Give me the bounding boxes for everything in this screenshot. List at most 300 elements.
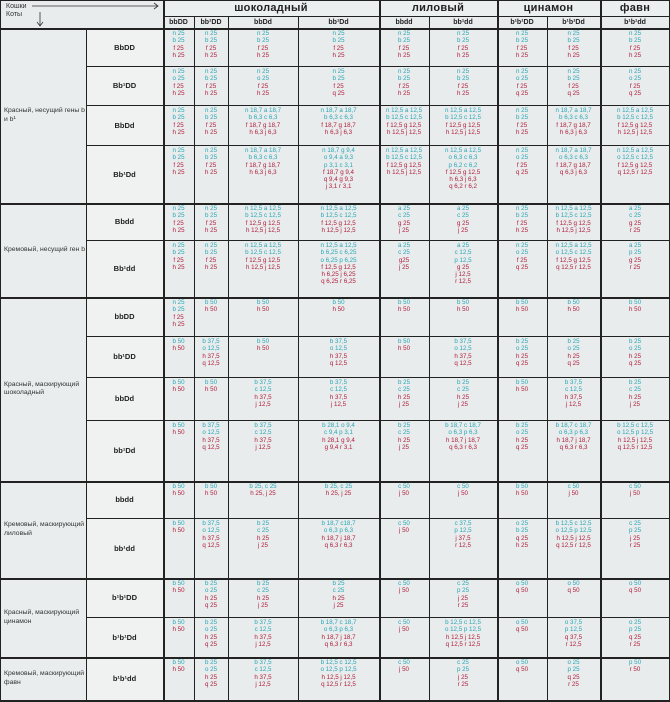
cell-value: b 25 (456, 379, 470, 386)
table-cell (228, 578, 298, 617)
cell-value: q 50 (515, 626, 529, 634)
cell-value: n 25 (567, 30, 580, 37)
cell-value: n 25 (628, 30, 642, 37)
table-cell (163, 657, 194, 700)
cell-value: f 25 (516, 121, 528, 129)
column-header: b¹b¹dd (624, 18, 646, 26)
table-cell (194, 66, 228, 105)
cell-value: b 50 (256, 338, 270, 345)
table-cell (547, 617, 600, 657)
cell-value: h 6,3 j 6,3 (559, 128, 588, 136)
grid-line (0, 297, 670, 299)
cell-value: h 25 (515, 226, 529, 234)
cell-value: c 25 (332, 587, 345, 595)
table-cell (547, 336, 600, 377)
male-group-label: Красный, несущий гены b и b¹ (0, 28, 86, 203)
table-cell (547, 105, 600, 145)
cell-value: g 25 (456, 219, 470, 227)
cell-value: h 25 (456, 393, 470, 401)
cell-value: h 37,5 (202, 352, 220, 360)
cell-value: h 50 (256, 306, 270, 314)
cell-value: f 12,5 g 12,5 (321, 263, 356, 271)
cell-value: b 12,5 c 12,5 (245, 212, 281, 220)
table-cell (379, 578, 429, 617)
grid-line (163, 16, 670, 17)
cell-value: b 50 (256, 299, 270, 306)
cell-value: f 25 (257, 82, 269, 90)
cell-value: b 50 (172, 483, 185, 490)
cell-value: h 50 (628, 306, 642, 314)
cell-value: b 37,5 (202, 520, 220, 527)
cell-value: b 37,5 (254, 619, 272, 626)
table-cell (600, 518, 670, 578)
cell-value: n 25 (628, 68, 642, 75)
table-cell (429, 617, 497, 657)
cell-value: n 25 (456, 30, 470, 37)
cell-value: f 25 (516, 256, 528, 264)
cell-value: n 12,5 a 12,5 (555, 242, 592, 249)
cell-value: r 25 (457, 680, 469, 688)
cell-value: f 25 (173, 121, 184, 129)
cell-value: n 25 (204, 147, 218, 154)
cell-value: n 12,5 a 12,5 (444, 107, 482, 114)
cell-value: c 25 (398, 212, 410, 220)
cell-value: h 25 (332, 594, 345, 602)
cell-value: h 6,25 j 6,25 (321, 271, 356, 278)
cell-value: o 12,5 p 12,5 (444, 626, 482, 634)
cell-value: h 6,3 j 6,3 (449, 176, 477, 183)
table-cell (600, 420, 670, 481)
cell-value: q 25 (628, 359, 642, 367)
table-cell (497, 297, 547, 336)
cell-value: h 25 (172, 320, 185, 328)
cell-value: b 50 (515, 379, 529, 386)
cell-value: q 25 (332, 89, 345, 97)
cell-value: q 50 (628, 587, 642, 595)
cell-value: j 25 (399, 263, 409, 271)
cell-value: j 25 (630, 400, 640, 408)
male-group-label: Кремовый, несущий ген b (0, 203, 86, 297)
table-cell (194, 240, 228, 297)
cell-value: h 12,5 j 12,5 (445, 128, 481, 136)
table-cell (600, 578, 670, 617)
row-genotype-label: Bb¹Dd (86, 145, 163, 203)
cell-value: h 50 (172, 527, 185, 535)
grid-line (0, 0, 1, 702)
table-cell (429, 28, 497, 66)
cell-value: j 12,5 (255, 443, 271, 451)
cell-value: n 25 (397, 30, 411, 37)
cell-value: n 25 (172, 107, 185, 114)
cell-value: h 12,5 j 12,5 (556, 534, 591, 542)
cell-value: b 37,5 (202, 338, 220, 345)
cell-value: n 25 (332, 68, 345, 75)
cell-value: o 25 (628, 619, 642, 626)
cell-value: c 25 (398, 429, 410, 437)
cell-value: q 50 (515, 587, 529, 595)
cell-value: o 6,3 p 6,3 (323, 626, 354, 634)
cell-value: o 50 (515, 659, 529, 666)
cell-value: p 50 (628, 659, 642, 666)
cell-value: f 12,5 g 12,5 (321, 219, 356, 227)
cell-value: f 12,5 g 12,5 (386, 121, 422, 129)
cell-value: b 25 (204, 37, 218, 45)
cell-value: q 12,5 (202, 359, 220, 367)
cell-value: q 25 (628, 633, 642, 641)
table-cell (379, 240, 429, 297)
cell-value: r 25 (629, 226, 641, 234)
cell-value: b 25 (628, 338, 642, 345)
cell-value: b 25 (515, 114, 529, 122)
grid-line (429, 16, 430, 702)
table-cell (429, 481, 497, 518)
cell-value: b 12,5 c 12,5 (386, 114, 422, 122)
cell-value: c 50 (398, 483, 410, 490)
cell-value: h 25 (515, 541, 529, 549)
cell-value: o 12,5 (202, 527, 220, 535)
cell-value: c 25 (457, 386, 469, 394)
table-cell (429, 240, 497, 297)
cell-value: q 25 (567, 359, 580, 367)
table-cell (379, 377, 429, 420)
cell-value: h 37,5 (202, 534, 220, 542)
cell-value: j 50 (399, 666, 409, 674)
cell-value: n 25 (204, 242, 218, 249)
column-header: bbDd (254, 18, 272, 26)
cell-value: f 25 (205, 256, 217, 264)
cell-value: n 25 (256, 30, 270, 37)
grid-line (298, 16, 299, 702)
table-cell (163, 28, 194, 66)
cell-value: h 50 (172, 626, 185, 634)
cell-value: f 25 (173, 219, 184, 227)
row-genotype-label: Bbdd (86, 203, 163, 240)
cell-value: j 25 (258, 541, 268, 549)
table-cell (228, 203, 298, 240)
table-cell (429, 66, 497, 105)
cell-value: b 50 (172, 379, 185, 386)
table-cell (379, 420, 429, 481)
cell-value: f 25 (205, 219, 217, 227)
table-cell (547, 28, 600, 66)
cell-value: b 25 (567, 338, 580, 345)
grid-line (0, 0, 670, 1)
table-cell (194, 481, 228, 518)
cell-value: h 12,5 j 12,5 (617, 128, 653, 136)
cell-value: f 25 (205, 121, 217, 129)
table-cell (547, 420, 600, 481)
cell-value: n 25 (204, 68, 218, 75)
cell-value: p 25 (628, 249, 642, 257)
table-cell (194, 203, 228, 240)
group-header-1: лиловый (379, 0, 497, 16)
table-cell (547, 203, 600, 240)
table-cell (228, 420, 298, 481)
grid-line (86, 240, 670, 241)
column-header: bb¹Dd (328, 18, 349, 26)
table-cell (298, 518, 379, 578)
cell-value: h 50 (204, 490, 218, 498)
cell-value: r 25 (629, 263, 641, 271)
table-cell (600, 297, 670, 336)
table-cell (547, 66, 600, 105)
cell-value: f 18,7 g 9,4 (323, 168, 354, 176)
cell-value: o 6,3 p 6,3 (558, 429, 589, 437)
table-cell (379, 105, 429, 145)
cell-value: n 25 (515, 30, 529, 37)
cell-value: j 50 (399, 527, 409, 535)
cell-value: q 6,2 r 6,2 (449, 183, 477, 191)
table-cell (497, 66, 547, 105)
cell-value: b 25 (204, 619, 218, 626)
cell-value: j 25 (458, 226, 468, 234)
cell-value: o 12,5 p 12,5 (616, 429, 654, 437)
cell-value: b 18,7 c 18,7 (320, 619, 357, 626)
row-genotype-label: bbDD (86, 297, 163, 336)
cell-value: h 25 (256, 594, 270, 602)
cell-value: f 25 (568, 82, 579, 90)
table-cell (600, 481, 670, 518)
table-cell (547, 297, 600, 336)
cell-value: h 50 (397, 306, 411, 314)
table-cell (600, 28, 670, 66)
cell-value: h 25 (204, 128, 218, 136)
cell-value: q 6,25 r 6,25 (321, 278, 356, 286)
table-cell (497, 617, 547, 657)
table-cell (379, 481, 429, 518)
cell-value: q 25 (515, 168, 529, 176)
table-cell (600, 240, 670, 297)
cell-value: b 50 (204, 379, 218, 386)
cell-value: b 25 (515, 527, 529, 535)
row-genotype-label: b¹b¹Dd (86, 617, 163, 657)
cell-value: b 25 (204, 154, 218, 162)
cell-value: b 25 (204, 114, 218, 122)
cell-value: h 25 (204, 89, 218, 97)
cell-value: f 12,5 g 12,5 (445, 121, 481, 129)
cell-value: c 25 (629, 386, 641, 394)
column-header: bb¹DD (200, 18, 222, 26)
cell-value: h 12,5 j 12,5 (321, 226, 356, 234)
cell-value: n 25 (172, 299, 185, 306)
cell-value: q 37,5 (564, 633, 583, 641)
cell-value: q 25 (204, 601, 218, 609)
table-cell (379, 203, 429, 240)
table-cell (429, 518, 497, 578)
cell-value: o 50 (567, 580, 580, 587)
cell-value: a 25 (397, 205, 411, 212)
cell-value: q 12,5 r 12,5 (321, 680, 356, 688)
cell-value: h 18,7 j 18,7 (556, 436, 591, 444)
cell-value: b 25 (204, 75, 218, 83)
cell-value: c 25 (629, 520, 641, 527)
cell-value: h 25 (397, 436, 411, 444)
cell-value: q 6,3 r 6,3 (324, 541, 353, 549)
table-cell (298, 240, 379, 297)
cell-value: o 25 (515, 520, 529, 527)
cell-value: r 25 (568, 680, 579, 688)
cell-value: c 50 (567, 483, 580, 490)
cell-value: o 25 (567, 659, 580, 666)
cell-value: b 50 (515, 483, 529, 490)
cell-value: j 50 (399, 490, 409, 498)
cell-value: h 25 (172, 168, 185, 176)
cell-value: j 3,1 r 3,1 (325, 183, 352, 191)
cell-value: b 37,5 (329, 379, 348, 386)
cell-value: h 50 (515, 386, 529, 394)
cell-value: h 50 (172, 429, 185, 437)
cell-value: n 12,5 a 12,5 (385, 147, 423, 154)
grid-line (86, 105, 670, 106)
cell-value: j 50 (458, 490, 468, 498)
cell-value: j 25 (399, 443, 409, 451)
male-group-label: Кремовый, маскирующий лиловый (0, 481, 86, 578)
cell-value: q 12,5 (454, 359, 472, 367)
cell-value: o 25 (515, 429, 529, 437)
cell-value: h 37,5 (254, 436, 272, 444)
cell-value: h 6,3 j 6,3 (249, 168, 277, 176)
table-cell (429, 145, 497, 203)
cell-value: q 12,5 r 12,5 (617, 168, 653, 176)
table-cell (194, 28, 228, 66)
cell-value: f 25 (205, 161, 217, 169)
cell-value: o 12,5 p 12,5 (320, 666, 357, 674)
cell-value: r 12,5 (455, 278, 471, 286)
table-cell (194, 297, 228, 336)
cell-value: b 50 (628, 299, 642, 306)
cell-value: f 25 (629, 82, 641, 90)
cell-value: f 25 (333, 82, 344, 90)
cell-value: f 25 (173, 313, 184, 321)
grid-line (0, 28, 670, 30)
cell-value: h 25 (204, 51, 218, 59)
cell-value: j 25 (399, 400, 409, 408)
cell-value: h 50 (204, 306, 218, 314)
cell-value: j 50 (630, 490, 640, 498)
cell-value: n 12,5 a 12,5 (244, 205, 282, 212)
cell-value: q 12,5 r 12,5 (556, 541, 591, 549)
table-cell (379, 336, 429, 377)
table-cell (298, 28, 379, 66)
cell-value: h 25 (628, 51, 642, 59)
cell-value: f 25 (629, 44, 641, 52)
table-cell (547, 657, 600, 700)
cell-value: b 6,3 c 6,3 (559, 114, 588, 122)
table-cell (429, 336, 497, 377)
cell-value: q 12,5 r 12,5 (556, 263, 591, 271)
cell-value: n 25 (515, 107, 529, 114)
cell-value: n 25 (204, 205, 218, 212)
cell-value: j 12,5 (255, 400, 271, 408)
cell-value: n 18,7 g 9,4 (322, 147, 355, 154)
cell-value: c 12,5 (254, 386, 272, 394)
cell-value: c 50 (398, 580, 410, 587)
table-cell (547, 145, 600, 203)
cell-value: q 9,4 g 9,3 (323, 176, 354, 183)
cell-value: b 25 (204, 212, 218, 220)
grid-line (86, 145, 670, 146)
row-genotype-label: BbDd (86, 105, 163, 145)
cell-value: b 50 (567, 299, 580, 306)
cell-value: b 6,3 c 6,3 (324, 114, 353, 122)
cell-value: q 6,3 r 6,3 (449, 443, 477, 451)
table-cell (228, 481, 298, 518)
cell-value: c 25 (457, 659, 469, 666)
cell-value: j 12,5 (455, 271, 471, 278)
cell-value: f 12,5 g 12,5 (617, 161, 653, 169)
cell-value: r 25 (457, 601, 469, 609)
cell-value: b 25 (456, 37, 470, 45)
cell-value: b 50 (456, 299, 470, 306)
cell-value: j 50 (399, 587, 409, 595)
table-cell (228, 145, 298, 203)
cell-value: f 25 (516, 44, 528, 52)
cell-value: p 12,5 (454, 256, 472, 264)
cell-value: f 25 (457, 44, 469, 52)
cell-value: b 25 (256, 37, 270, 45)
cell-value: b 25 (172, 154, 185, 162)
table-cell (379, 28, 429, 66)
table-cell (600, 66, 670, 105)
cell-value: b 50 (172, 659, 185, 666)
table-cell (547, 240, 600, 297)
cell-value: j 25 (258, 601, 268, 609)
cell-value: n 18,7 a 18,7 (555, 107, 592, 114)
cell-value: n 12,5 a 12,5 (385, 107, 423, 114)
cell-value: f 25 (205, 44, 217, 52)
cell-value: h 37,5 (254, 633, 272, 641)
cell-value: b 28,1 o 9,4 (322, 422, 355, 429)
cell-value: b 25 (172, 249, 185, 257)
column-header: b¹b¹DD (510, 18, 534, 26)
cell-value: h 25 (204, 594, 218, 602)
cell-value: g 25 (628, 219, 642, 227)
table-cell (298, 578, 379, 617)
table-cell (298, 105, 379, 145)
cell-value: o 50 (515, 580, 529, 587)
cell-value: n 25 (515, 147, 529, 154)
table-cell (379, 66, 429, 105)
cell-value: h 25 (567, 352, 580, 360)
table-cell (379, 145, 429, 203)
cell-value: r 25 (629, 640, 641, 648)
cell-value: n 25 (332, 30, 345, 37)
table-cell (298, 420, 379, 481)
cell-value: h 18,7 j 18,7 (321, 633, 356, 641)
grid-line (194, 16, 195, 702)
cell-value: c 37,5 (454, 520, 472, 527)
cell-value: a 25 (628, 242, 642, 249)
cell-value: b 25 (204, 659, 218, 666)
cell-value: f 25 (568, 44, 579, 52)
cell-value: q 12,5 (202, 541, 220, 549)
grid-line (0, 203, 670, 205)
cell-value: q 12,5 r 12,5 (445, 640, 481, 648)
grid-line (86, 420, 670, 421)
cell-value: b 50 (397, 299, 411, 306)
cell-value: f 25 (516, 161, 528, 169)
cell-value: p 12,5 (454, 527, 472, 535)
table-cell (298, 481, 379, 518)
cell-value: o 25 (515, 75, 529, 83)
cell-value: b 25 (204, 580, 218, 587)
cell-value: f 25 (173, 82, 184, 90)
table-cell (497, 203, 547, 240)
cell-value: f 12,5 g 12,5 (617, 121, 653, 129)
grid-line (86, 28, 87, 702)
cell-value: c 9,4 p 3,1 (324, 429, 353, 437)
cell-value: j 25 (333, 601, 344, 609)
